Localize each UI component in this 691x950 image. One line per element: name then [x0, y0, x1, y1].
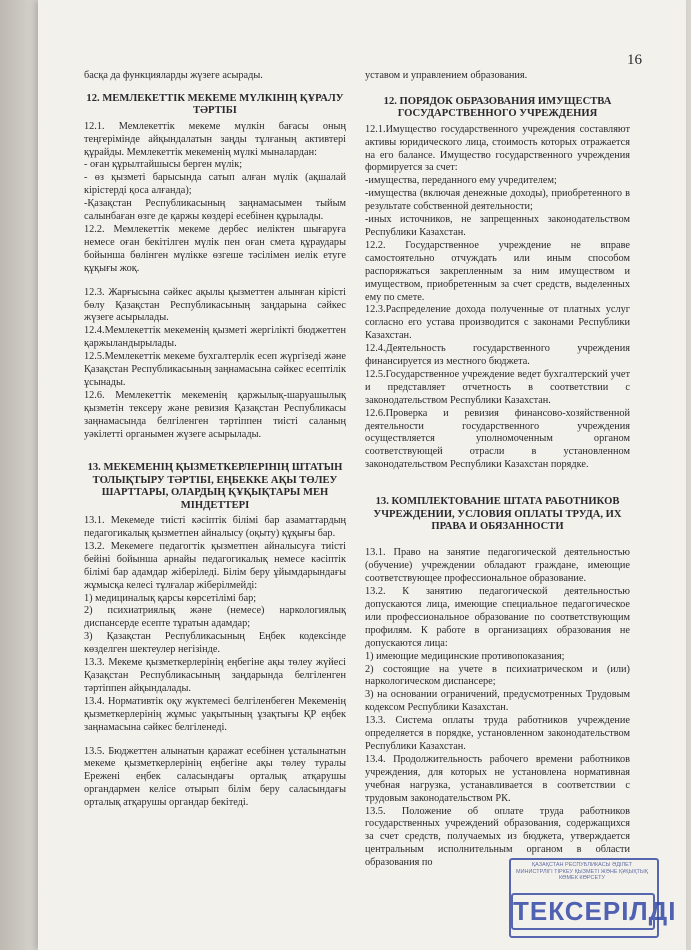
paragraph: 12.1. Мемлекеттік мекеме мүлкін бағасы оның теңгерімінде айқындалатын заңды тұлғаның активтері құрайды. Мемлекеттік мекеменің мүлкі мыналардан:	[84, 120, 346, 158]
page-gutter-shadow	[0, 0, 40, 950]
kazakh-column	[84, 70, 346, 810]
section-12-title-kz: 12. МЕМЛЕКЕТТІК МЕКЕМЕ МҮЛКІНІҢ ҚҰРАЛУ ТӘРТІБІ	[86, 92, 344, 117]
paragraph: 12.3. Жарғысына сәйкес ақылы қызметтен алынған кірісті бөлу Қазақстан Республикасының заңдарына сәйкес жүзеге асырылады.	[84, 286, 346, 324]
list-item: 3) на основании ограничений, предусмотренных Трудовым кодексом Республики Казахстан.	[365, 689, 630, 714]
paragraph: 13.3. Система оплаты труда работников учреждение определяется в порядке, установленном законодательством Республики Казахстан.	[365, 715, 630, 752]
section-12-title-ru: 12. ПОРЯДОК ОБРАЗОВАНИЯ ИМУЩЕСТВА ГОСУДАРСТВЕННОГО УЧРЕЖДЕНИЯ	[383, 95, 612, 120]
continuation-text: басқа да функцияларды жүзеге асырады.	[84, 70, 263, 81]
verification-stamp	[509, 858, 677, 938]
paragraph: 12.6.Проверка и ревизия финансово-хозяйственной деятельности государственного учреждения осуществляется уполномоченным органом соответствующей отрасли в установленном законодательством Республики Казахстан порядке.	[365, 407, 630, 471]
section-13-title-ru: 13. КОМПЛЕКТОВАНИЕ ШТАТА РАБОТНИКОВ УЧРЕЖДЕНИИ, УСЛОВИЯ ОПЛАТЫ ТРУДА, ИХ ПРАВА И ОБЯЗАННОСТИ	[373, 496, 622, 532]
paragraph: 12.5.Государственное учреждение ведет бухгалтерский учет и представляет отчетность в соответствии с законодательством Республики Казахстан.	[365, 368, 630, 406]
list-item: -иных источников, не запрещенных законодательством Республики Казахстан.	[365, 214, 630, 238]
paragraph: 12.5.Мемлекеттік мекеме бухгалтерлік есеп жүргізеді және Қазақстан Республикасының заңнамасына сәйкес есептілік ұсынады.	[84, 351, 346, 388]
paragraph: 13.2. Мекемеге педагогтік қызметпен айналысуға тиісті бейіні бойынша арнайы педагогикалық немесе кәсіптік білімі бар адамдар жіберіледі. Білім беру ұйымдарындағы жұмысқа келесі тұлғалар жіберілмейді:	[84, 540, 346, 591]
stamp-small-text: ҚАЗАҚСТАН РЕСПУБЛИКАСЫ ӘДІЛЕТ МИНИСТРЛІГІ ТІРКЕУ ҚЫЗМЕТІ ЖӘНЕ ҚҰҚЫҚТЫҚ КӨМЕК КӨРСЕТУ	[515, 862, 648, 882]
paragraph: 12.4.Мемлекеттік мекеменің қызметі жергілікті бюджеттен қаржыландырылады.	[84, 325, 346, 350]
list-item: -имущества, переданного ему учредителем;	[365, 175, 557, 187]
paragraph: 13.5. Бюджеттен алынатын қаражат есебінен ұсталынатын мекеме қызметкерлерінің еңбегіне ақы төлеу туралы Ережені еңбек саласындағы орталық атқарушы органдармен келісе отырып білім беру саласындағы орталық атқарушы органдар бекітеді.	[84, 745, 346, 809]
paragraph: 13.4. Нормативтік оқу жүктемесі белгіленбеген Мекеменің қызметкерлерінің жұмыс уақытының ұзақтығы ҚР еңбек заңнамасына сәйкес белгіленеді.	[84, 695, 346, 733]
list-item: -имущества (включая денежные доходы), приобретенного в результате собственной деятельности;	[365, 188, 630, 213]
paragraph: 13.4. Продолжительность рабочего времени работников учреждения, для которых не установлена нормативная учебная нагрузка, устанавливается в соответствии с трудовым законодательством РК.	[365, 753, 630, 804]
stamp-text: ТЕКСЕРІЛДІ	[513, 896, 677, 926]
paragraph: 12.1.Имущество государственного учреждения составляют активы юридического лица, стоимость которых отражается на его балансе. Имущество государственного учреждения формируется за счет:	[365, 123, 630, 174]
list-item: 2) психиатриялық және (немесе) наркологиялық диспансерде есепте тұратын адамдар;	[84, 605, 346, 630]
list-item: 1) имеющие медицинские противопоказания;	[365, 650, 565, 662]
paragraph: 13.5. Положение об оплате труда работников государственных учреждений образования, содержащихся за счет средств, получаемых из бюджета, утверждается центральным исполнительным органом в области образования по	[365, 805, 630, 869]
list-item: 2) состоящие на учете в психиатрическом и (или) наркологическом диспансере;	[365, 663, 630, 688]
paragraph: 12.2. Государственное учреждение не вправе самостоятельно отчуждать или иным способом распоряжаться закрепленным за ним имуществом и имуществом, приобретенным за счет средств, выделенных ему по смете.	[365, 239, 630, 303]
list-item: - оған құрылтайшысы берген мүлік;	[84, 159, 243, 171]
russian-column	[365, 70, 630, 870]
paragraph: 13.1. Право на занятие педагогической деятельностью (обучение) учреждении обладают граждане, имеющие соответствующее профессиональное образование.	[365, 547, 630, 585]
list-item: 3) Қазақстан Республикасының Еңбек кодексінде көзделген шектеулер негізінде.	[84, 631, 346, 656]
continuation-text: уставом и управлением образования.	[365, 70, 528, 81]
list-item: -Қазақстан Республикасының заңнамасымен тыйым салынбаған өзге де қаржы көздері есебінен құрылады.	[84, 198, 346, 223]
list-item: 1) медициналық қарсы көрсетілімі бар;	[84, 592, 257, 604]
paragraph: 13.3. Мекеме қызметкерлерінің еңбегіне ақы төлеу жүйесі Қазақстан Республикасының заңдарында белгіленген тәртіппен айқындалады.	[84, 657, 346, 694]
list-item: - өз қызметі барысында сатып алған мүлік (ақшалай кірістерді қоса алғанда);	[84, 172, 346, 197]
paragraph: 13.1. Мекемеде тиісті кәсіптік білімі бар азаматтардың педагогикалық қызметпен айналысу (оқыту) құқығы бар.	[84, 515, 346, 539]
paragraph: 12.3.Распределение дохода полученные от платных услуг согласно его устава производится с законами Республики Казахстан.	[365, 304, 630, 342]
paragraph: 12.6. Мемлекеттік мекеменің қаржылық-шаруашылық қызметін тексеру және ревизия Қазақстан Республикасы заңнамасында белгіленген тәртіппен тиісті саланың уәкілетті органымен жүзеге асырылады.	[84, 389, 346, 440]
paragraph: 12.4.Деятельность государственного учреждения финансируется из местного бюджета.	[365, 343, 630, 368]
page-number: 16	[627, 52, 642, 68]
section-13-title-kz: 13. МЕКЕМЕНІҢ ҚЫЗМЕТКЕРЛЕРІНІҢ ШТАТЫН ТОЛЫҚТЫРУ ТӘРТІБІ, ЕҢБЕККЕ АҚЫ ТӨЛЕУ ШАРТТАРЫ, ОЛАРДЫҢ ҚҰҚЫҚТАРЫ МЕН МІНДЕТТЕРІ	[87, 462, 343, 511]
paragraph: 13.2. К занятию педагогической деятельностью допускаются лица, имеющие специальное педагогическое или профессиональное образование по соответствующим профилям. К работе в организациях образования не допускаются лица:	[365, 586, 630, 649]
paragraph: 12.2. Мемлекеттік мекеме дербес иеліктен шығаруға немесе оған бекітілген мүлік пен оған смета құраудары бойынша бөлінген мүлікке өзгеше тәсілімен иелік етуге құқығы жоқ.	[84, 223, 346, 274]
